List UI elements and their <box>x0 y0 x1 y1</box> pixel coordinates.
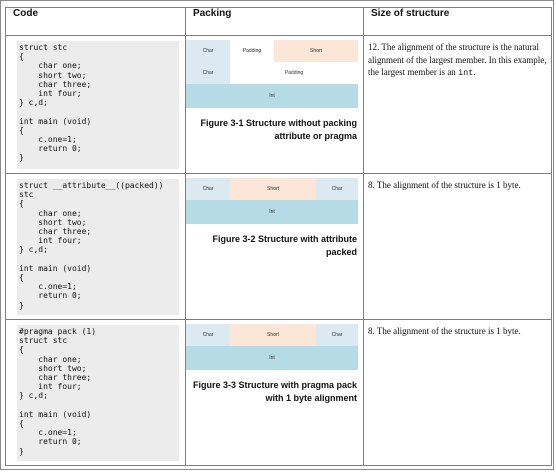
packing-diagram <box>186 178 358 224</box>
packing-cell <box>186 36 364 174</box>
diagram-char-cell: Char <box>186 40 230 62</box>
table-row <box>6 174 552 320</box>
code-cell <box>6 36 186 174</box>
figure-caption: Figure 3-3 Structure with pragma pack with 1 byte alignment <box>192 380 357 403</box>
diagram-padding-cell: Padding <box>230 40 274 62</box>
figure-caption: Figure 3-1 Structure without packing attribute or pragma <box>200 118 357 141</box>
int-keyword: int <box>458 68 474 78</box>
diagram-int-cell: Int <box>186 346 358 370</box>
diagram-char-cell: Char <box>316 324 358 346</box>
diagram-short-cell: Short <box>230 178 316 200</box>
diagram-char-cell: Char <box>186 178 230 200</box>
diagram-int-cell: Int <box>186 200 358 224</box>
size-cell <box>364 320 552 466</box>
code-block: #pragma pack (1) struct stc { char one; short two; char three; int four; } c,d; int main (void) { c.one=1; return 0; } <box>17 325 179 461</box>
table-row <box>6 320 552 466</box>
header-code: Code <box>6 8 186 36</box>
size-cell <box>364 174 552 320</box>
diagram-short-cell: Short <box>230 324 316 346</box>
diagram-char-cell: Char <box>316 178 358 200</box>
packing-cell <box>186 174 364 320</box>
packing-diagram <box>186 324 358 370</box>
code-block: struct __attribute__((packed)) stc { char one; short two; char three; int four; } c,d; int main (void) { c.one=1; return 0; } <box>17 179 179 315</box>
header-size: Size of structure <box>364 8 552 36</box>
code-cell <box>6 320 186 466</box>
size-text: 12. The alignment of the structure is the natural alignment of the largest member. In this example, the largest member is an <box>368 42 547 77</box>
size-cell <box>364 36 552 174</box>
header-packing: Packing <box>186 8 364 36</box>
code-cell <box>6 174 186 320</box>
diagram-char-cell: Char <box>186 62 230 84</box>
diagram-int-cell: Int <box>186 84 358 108</box>
size-description <box>364 36 551 80</box>
size-description: 8. The alignment of the structure is 1 byte. <box>368 180 521 190</box>
packing-cell <box>186 320 364 466</box>
diagram-char-cell: Char <box>186 324 230 346</box>
figure-caption: Figure 3-2 Structure with attribute packed <box>212 234 357 257</box>
header-row <box>6 8 552 36</box>
size-description: 8. The alignment of the structure is 1 byte. <box>368 326 521 336</box>
code-block: struct stc { char one; short two; char three; int four; } c,d; int main (void) { c.one=1; return 0; } <box>17 41 179 169</box>
packing-diagram <box>186 40 358 108</box>
size-text-end: . <box>473 67 476 77</box>
diagram-padding-cell: Padding <box>230 62 358 84</box>
diagram-short-cell: Short <box>274 40 358 62</box>
structure-alignment-table <box>5 7 552 466</box>
table-row <box>6 36 552 174</box>
